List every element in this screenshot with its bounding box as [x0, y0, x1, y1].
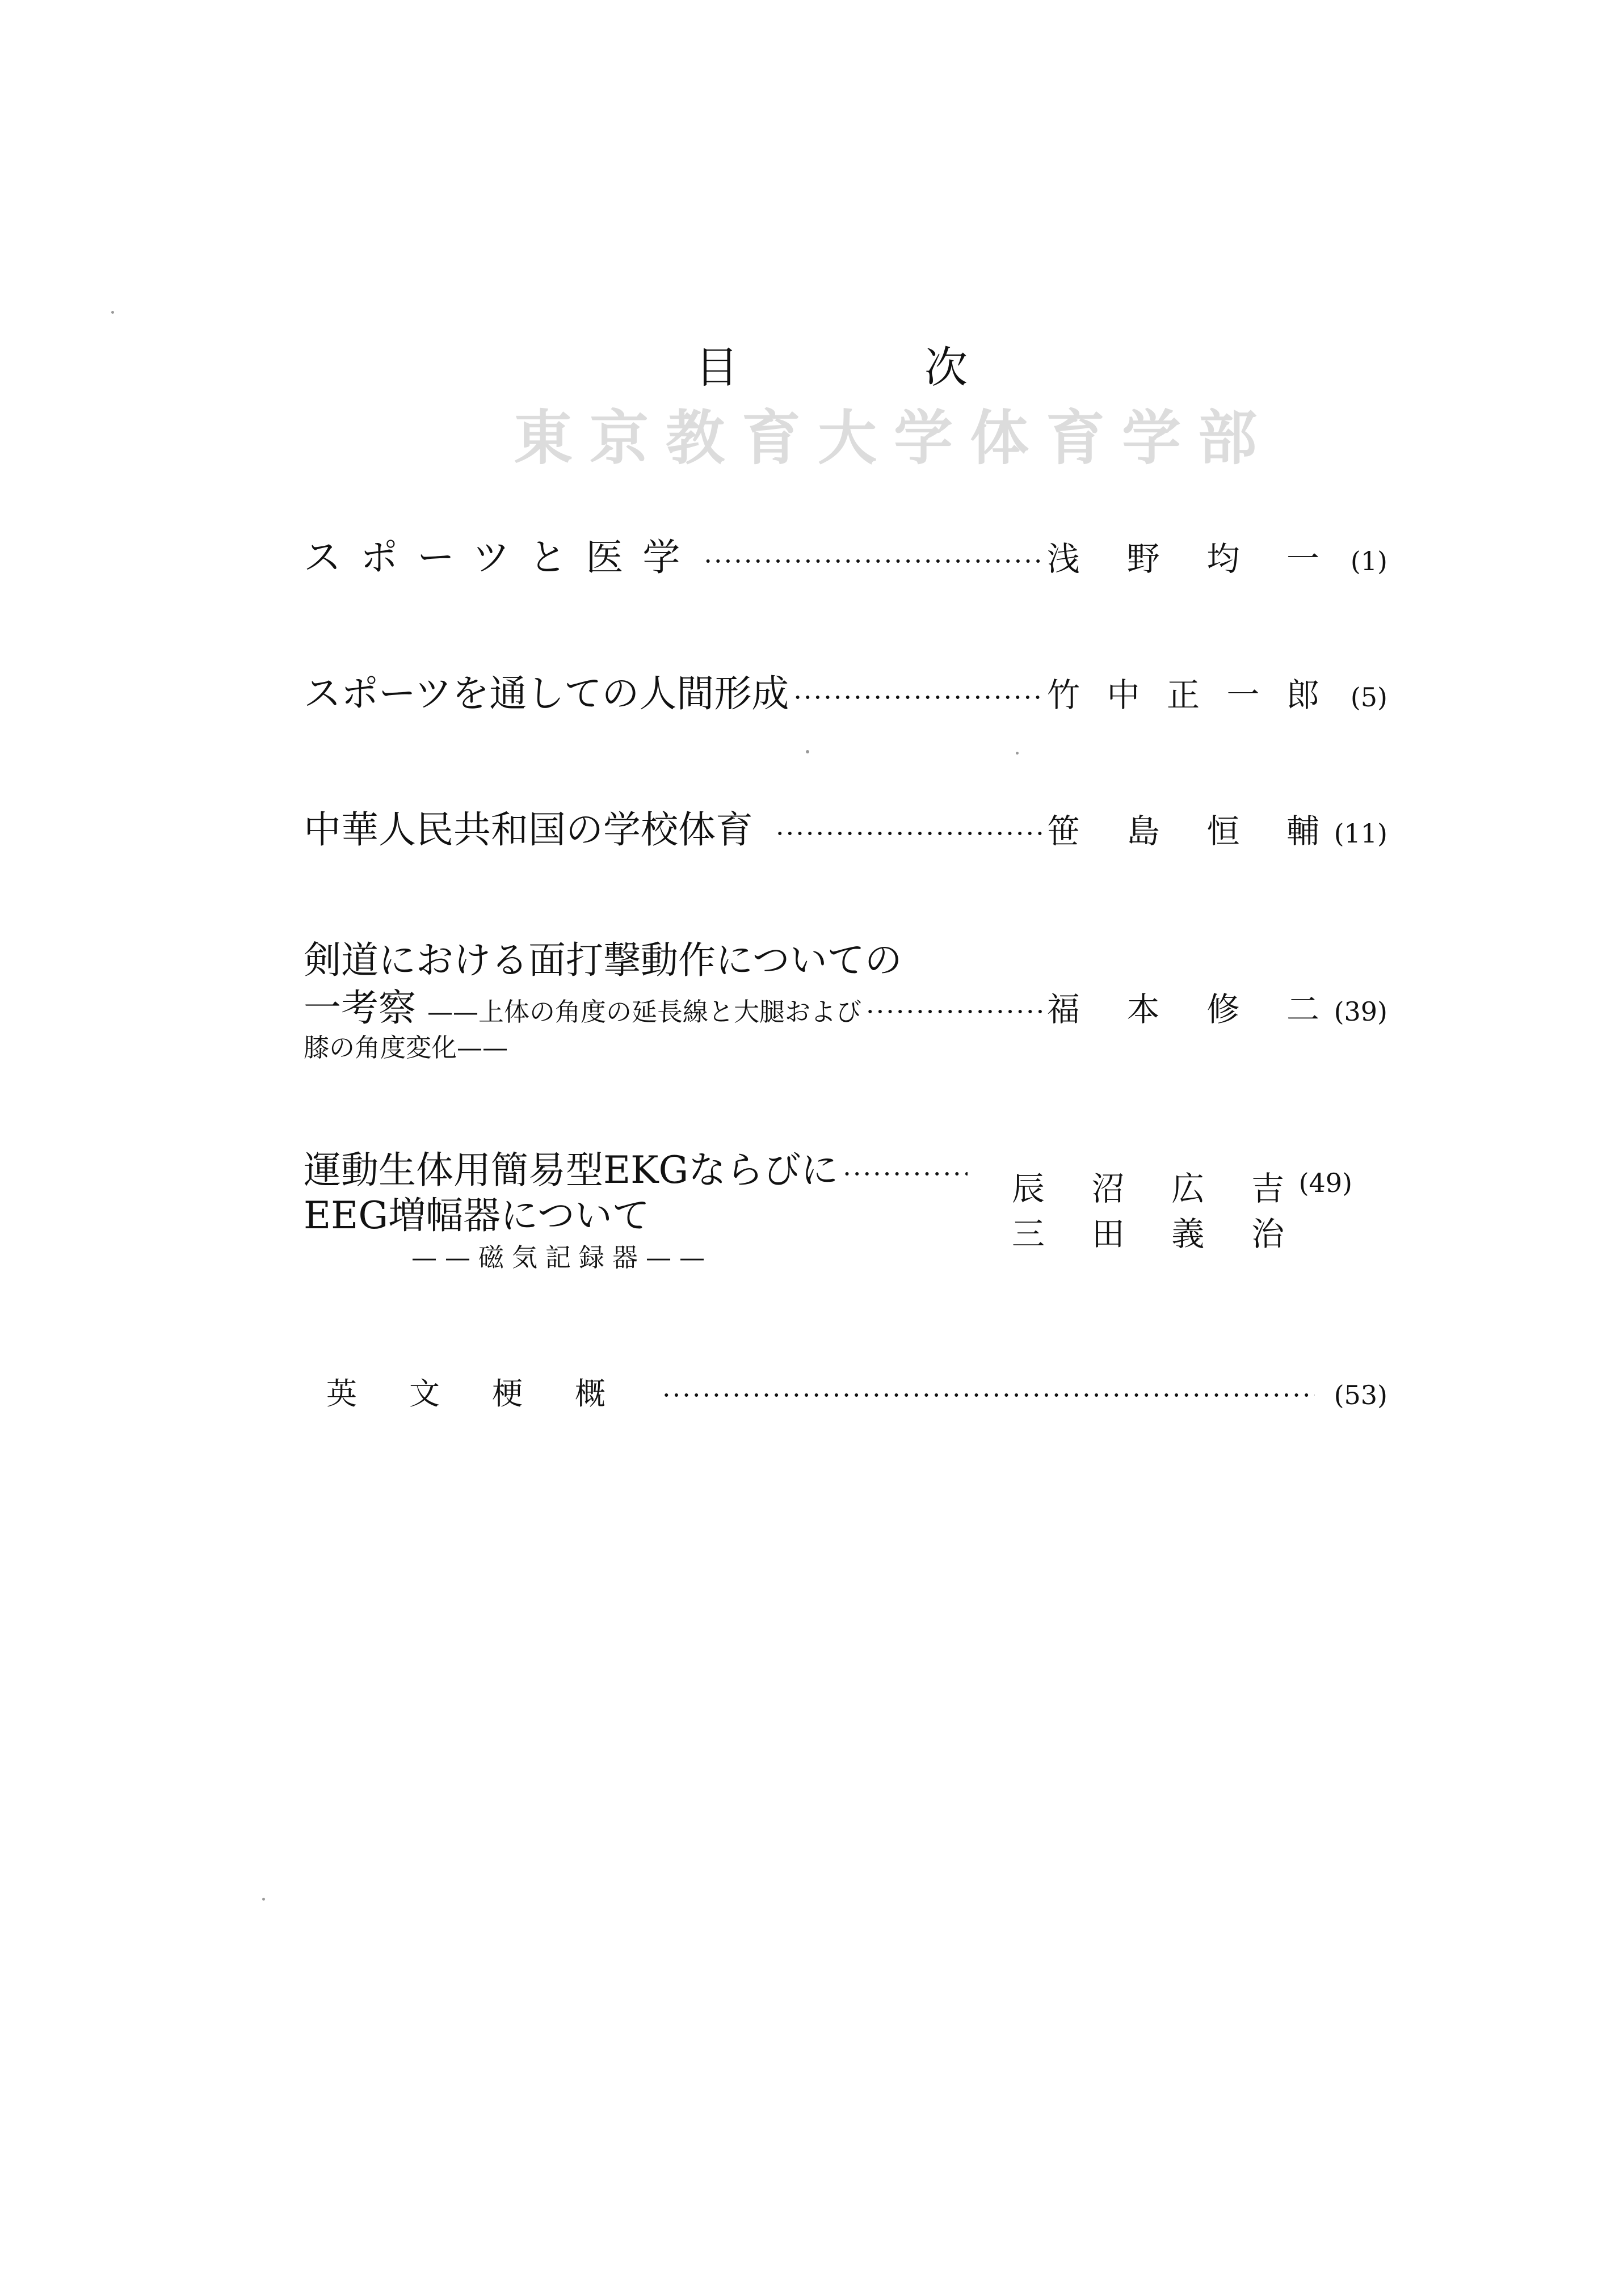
- entry-authors: [1012, 1169, 1284, 1253]
- toc-entry[interactable]: [304, 536, 1387, 579]
- leader-dots: [793, 682, 1042, 713]
- entry-author: 福 本 修 二: [1047, 990, 1319, 1029]
- entry-author: 三 田 義 治: [1012, 1214, 1284, 1253]
- page-title: [695, 342, 968, 393]
- toc-entry[interactable]: [304, 1148, 1387, 1273]
- page-title-char: 目: [695, 342, 738, 393]
- entry-author: 辰 沼 広 吉: [1012, 1169, 1284, 1208]
- entry-title-line: 剣道における面打撃動作についての: [304, 938, 902, 982]
- toc-entry[interactable]: [326, 1376, 1387, 1412]
- toc-entry[interactable]: [304, 938, 1387, 1063]
- leader-dots: [776, 818, 1042, 849]
- leader-dots: [843, 1158, 968, 1189]
- entry-author: 竹 中 正 一 郎: [1047, 676, 1319, 714]
- entry-title: 英文梗概: [326, 1376, 658, 1412]
- entry-subtitle: ——磁気記録器——: [411, 1242, 713, 1273]
- entry-title-line: 一考察: [304, 986, 416, 1030]
- entry-author: 浅 野 均 一: [1047, 540, 1319, 578]
- scan-speck: [262, 1898, 265, 1901]
- entry-page-number: (39): [1334, 996, 1387, 1027]
- entry-page-number: (5): [1350, 682, 1387, 713]
- entry-page-number: (53): [1334, 1380, 1387, 1410]
- entry-title: 中華人民共和国の学校体育: [304, 808, 753, 852]
- entry-title: スポーツと医学: [304, 536, 700, 579]
- entry-title-line: 運動生体用簡易型EKGならびに: [304, 1148, 839, 1192]
- scan-speck: [111, 311, 114, 314]
- entry-subtitle: 膝の角度変化——: [304, 1033, 508, 1063]
- toc-entry[interactable]: [304, 672, 1387, 715]
- scan-speck: [1016, 752, 1019, 755]
- entry-page-number: (1): [1350, 546, 1387, 576]
- faded-stamp-watermark: 東京教育大学体育学部: [514, 403, 1275, 473]
- leader-dots: [866, 996, 1042, 1027]
- entry-title-line: EEG増幅器について: [304, 1194, 650, 1237]
- leader-dots: [662, 1380, 1315, 1410]
- entry-subtitle: ——上体の角度の延長線と大腿および: [427, 997, 862, 1027]
- entry-title: スポーツを通しての人間形成: [304, 672, 789, 715]
- scan-speck: [806, 750, 809, 753]
- toc-entry[interactable]: [304, 808, 1387, 852]
- entry-page-number: (11): [1334, 818, 1387, 849]
- page-title-char: 次: [924, 342, 968, 393]
- entry-author: 笹 島 恒 輔: [1047, 812, 1319, 850]
- entry-page-number: (49): [1298, 1167, 1352, 1198]
- leader-dots: [704, 546, 1042, 576]
